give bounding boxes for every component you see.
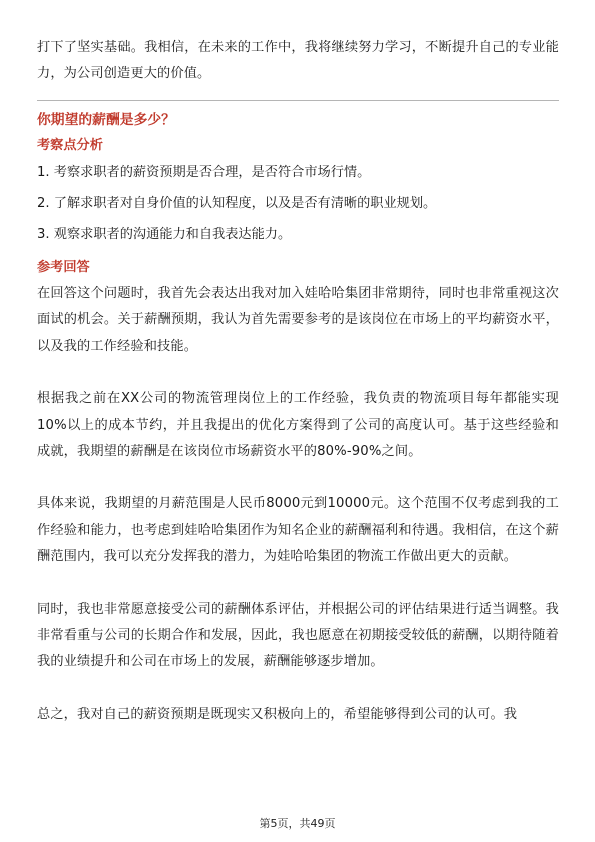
- analysis-point: 2. 了解求职者对自身价值的认知程度，以及是否有清晰的职业规划。: [37, 196, 437, 211]
- section-divider: [37, 100, 559, 101]
- analysis-points-list: [37, 157, 559, 250]
- answer-paragraph: 总之，我对自己的薪资预期是既现实又积极向上的，希望能够得到公司的认可。我: [37, 706, 518, 722]
- analysis-heading: 考察点分析: [37, 138, 103, 153]
- analysis-point: 1. 考察求职者的薪资预期是否合理，是否符合市场行情。: [37, 165, 371, 180]
- question-heading: 你期望的薪酬是多少？: [37, 112, 175, 128]
- page-footer: 第5页，共49页: [259, 817, 336, 830]
- answer-paragraph: 根据我之前在XX公司的物流管理岗位上的工作经验，我负责的物流项目每年都能实现10%以上的成本节约，并且我提出的优化方案得到了公司的高度认可。基于这些经验和成就，我期望的薪酬是在该岗位市场薪资水平的80%-90%之间。: [37, 391, 559, 460]
- answer-paragraph: 具体来说，我期望的月薪范围是人民币8000元到10000元。这个范围不仅考虑到我的工作经验和能力，也考虑到娃哈哈集团作为知名企业的薪酬福利和待遇。我相信，在这个薪酬范围内，我可以充分发挥我的潜力，为娃哈哈集团的物流工作做出更大的贡献。: [37, 496, 559, 565]
- answer-body: [37, 281, 559, 754]
- answer-paragraph: 在回答这个问题时，我首先会表达出我对加入娃哈哈集团非常期待，同时也非常重视这次面试的机会。关于薪酬预期，我认为首先需要参考的是该岗位在市场上的平均薪资水平，以及我的工作经验和技能。: [37, 286, 559, 354]
- answer-heading: 参考回答: [37, 260, 90, 275]
- answer-paragraph: 同时，我也非常愿意接受公司的薪酬体系评估，并根据公司的评估结果进行适当调整。我非常看重与公司的长期合作和发展，因此，我也愿意在初期接受较低的薪酬，以期待随着我的业绩提升和公司在市场上的发展，薪酬能够逐步增加。: [37, 601, 559, 670]
- intro-continuation-paragraph: 打下了坚实基础。我相信，在未来的工作中，我将继续努力学习，不断提升自己的专业能力，为公司创造更大的价值。: [37, 40, 559, 82]
- analysis-point: 3. 观察求职者的沟通能力和自我表达能力。: [37, 227, 292, 242]
